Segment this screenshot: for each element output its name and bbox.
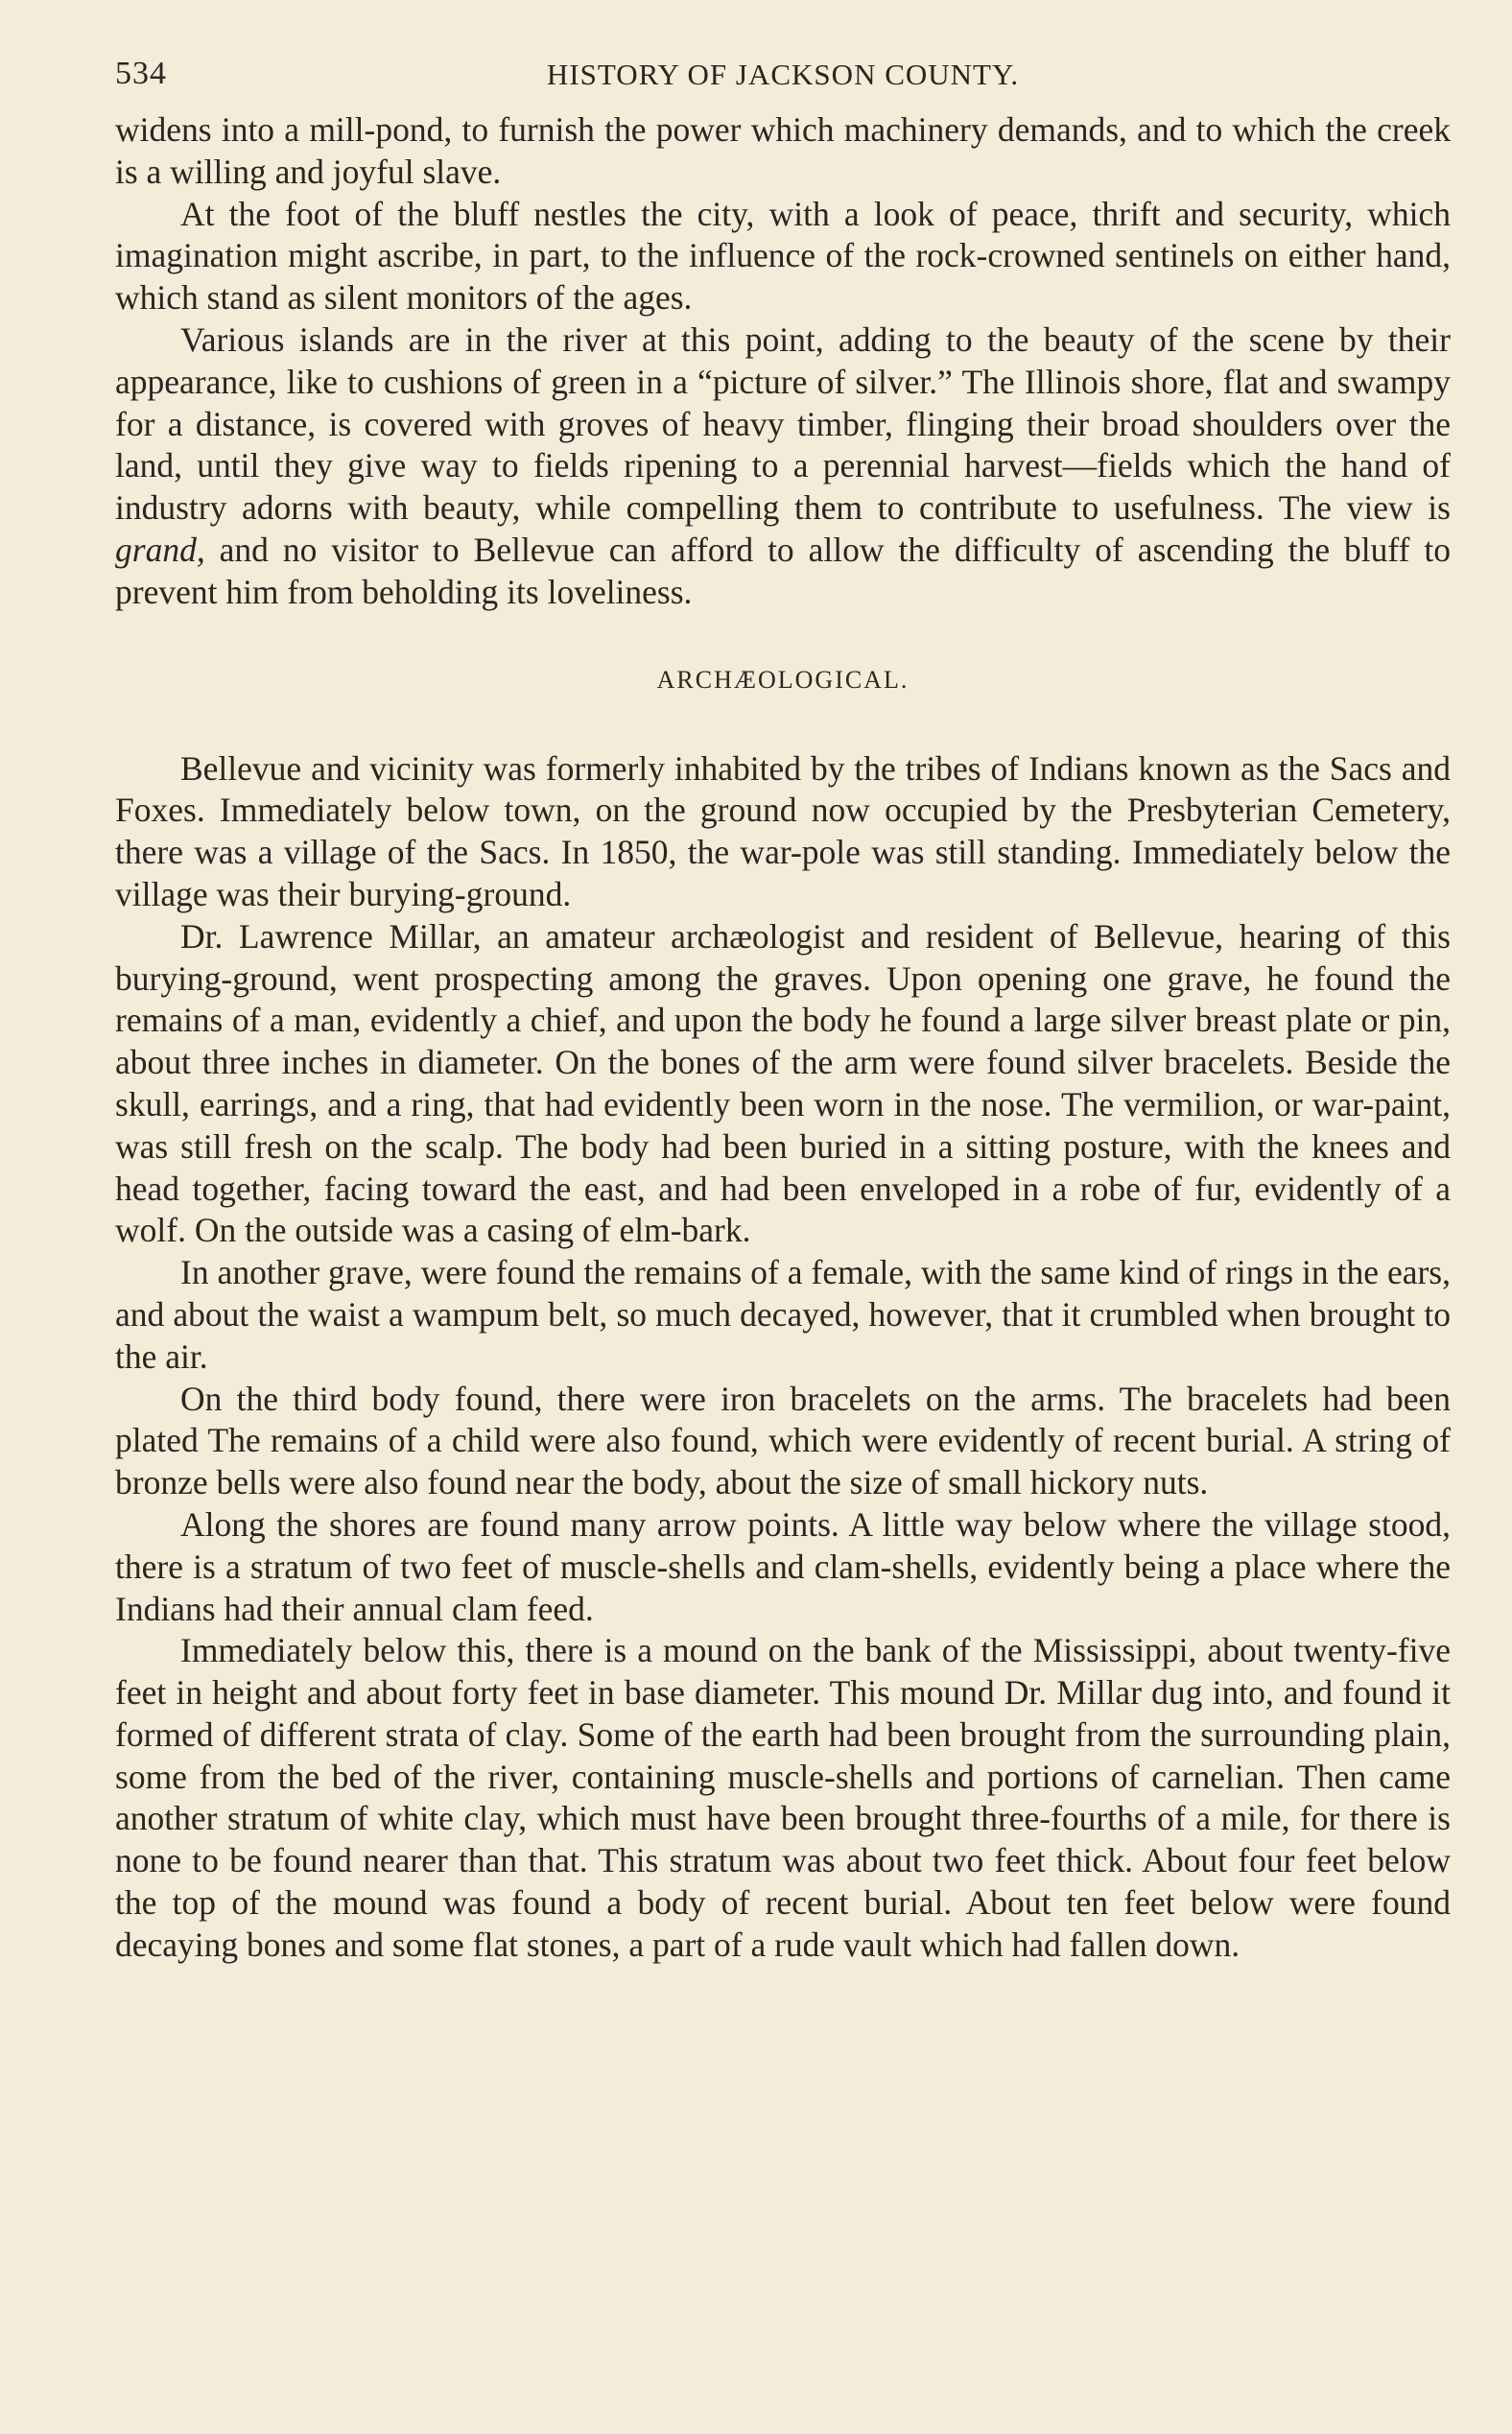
paragraph-islands-text-1: Various islands are in the river at this point, adding to the beauty of the scene by their appearance, like to cushions of green in a “picture of silver.” The Illinois shore, flat and swampy for a distance, is covered with groves of heavy timber, flinging their broad shoulders over the land, until they give way to fields ripening to a perennial harvest—fields which the hand of industry adorns with beauty, while compelling them to contribute to usefulness. The view is: [115, 319, 1451, 528]
paragraph-dr-millar: Dr. Lawrence Millar, an amateur archæologist and resident of Bellevue, hearing of this burying-ground, went prospecting among the graves. Upon opening one grave, he found the remains of a man, evidently a chief, and upon the body he found a large silver breast plate or pin, about three inches in diameter. On the bones of the arm were found silver bracelets. Beside the skull, earrings, and a ring, that had evidently been worn in the nose. The vermilion, or war-paint, was still fresh on the scalp. The body had been buried in a sitting posture, with the knees and head together, facing toward the east, and had been enveloped in a robe of fur, evidently of a wolf. On the outside was a casing of elm-bark.: [115, 916, 1451, 1250]
paragraph-female-grave: In another grave, were found the remains of a female, with the same kind of rings in the ears, and about the waist a wampum belt, so much decayed, however, that it crumbled when brought to the air.: [115, 1253, 1451, 1376]
section-heading-archaeological: ARCHÆOLOGICAL.: [656, 665, 910, 694]
paragraph-islands-text-2: and no visitor to Bellevue can afford to allow the difficulty of ascending the bluff to prevent him from beholding its loveliness.: [115, 530, 1451, 611]
paragraph-sacs-foxes: Bellevue and vicinity was formerly inhabited by the tribes of Indians known as the Sacs and Foxes. Immediately below town, on the ground now occupied by the Presbyterian Cemetery, there was a village of the Sacs. In 1850, the war-pole was still standing. Immediately below the village was their burying-ground.: [115, 748, 1451, 913]
body-text: [115, 109, 1451, 1967]
running-title: HISTORY OF JACKSON COUNTY.: [546, 58, 1020, 91]
page-number: 534: [115, 56, 167, 91]
book-page: [115, 56, 1451, 1967]
paragraph-mound: Immediately below this, there is a mound on the bank of the Mississippi, about twenty-five feet in height and about forty feet in base diameter. This mound Dr. Millar dug into, and found it formed of different strata of clay. Some of the earth had been brought from the surrounding plain, some from the bed of the river, containing muscle-shells and portions of carnelian. Then came another stratum of white clay, which must have been brought three-fourths of a mile, for there is none to be found nearer than that. This stratum was about two feet thick. About four feet below the top of the mound was found a body of recent burial. About ten feet below were found decaying bones and some flat stones, a part of a rude vault which had fallen down.: [115, 1631, 1451, 1964]
paragraph-islands: [115, 319, 1451, 614]
paragraph-islands-italic: grand,: [115, 530, 205, 569]
paragraph-arrow-points: Along the shores are found many arrow points. A little way below where the village stood, there is a stratum of two feet of muscle-shells and clam-shells, evidently being a place where the Indians had their annual clam feed.: [115, 1504, 1451, 1628]
paragraph-third-body: On the third body found, there were iron bracelets on the arms. The bracelets had been plated The remains of a child were also found, which were evidently of recent burial. A string of bronze bells were also found near the body, about the size of small hickory nuts.: [115, 1379, 1451, 1502]
paragraph-bluff-city: At the foot of the bluff nestles the city, with a look of peace, thrift and security, which imagination might ascribe, in part, to the influence of the rock-crowned sentinels on either hand, which stand as silent monitors of the ages.: [115, 194, 1451, 318]
paragraph-mill-pond: widens into a mill-pond, to furnish the power which machinery demands, and to which the creek is a willing and joyful slave.: [115, 110, 1451, 191]
running-head: [115, 56, 1451, 109]
